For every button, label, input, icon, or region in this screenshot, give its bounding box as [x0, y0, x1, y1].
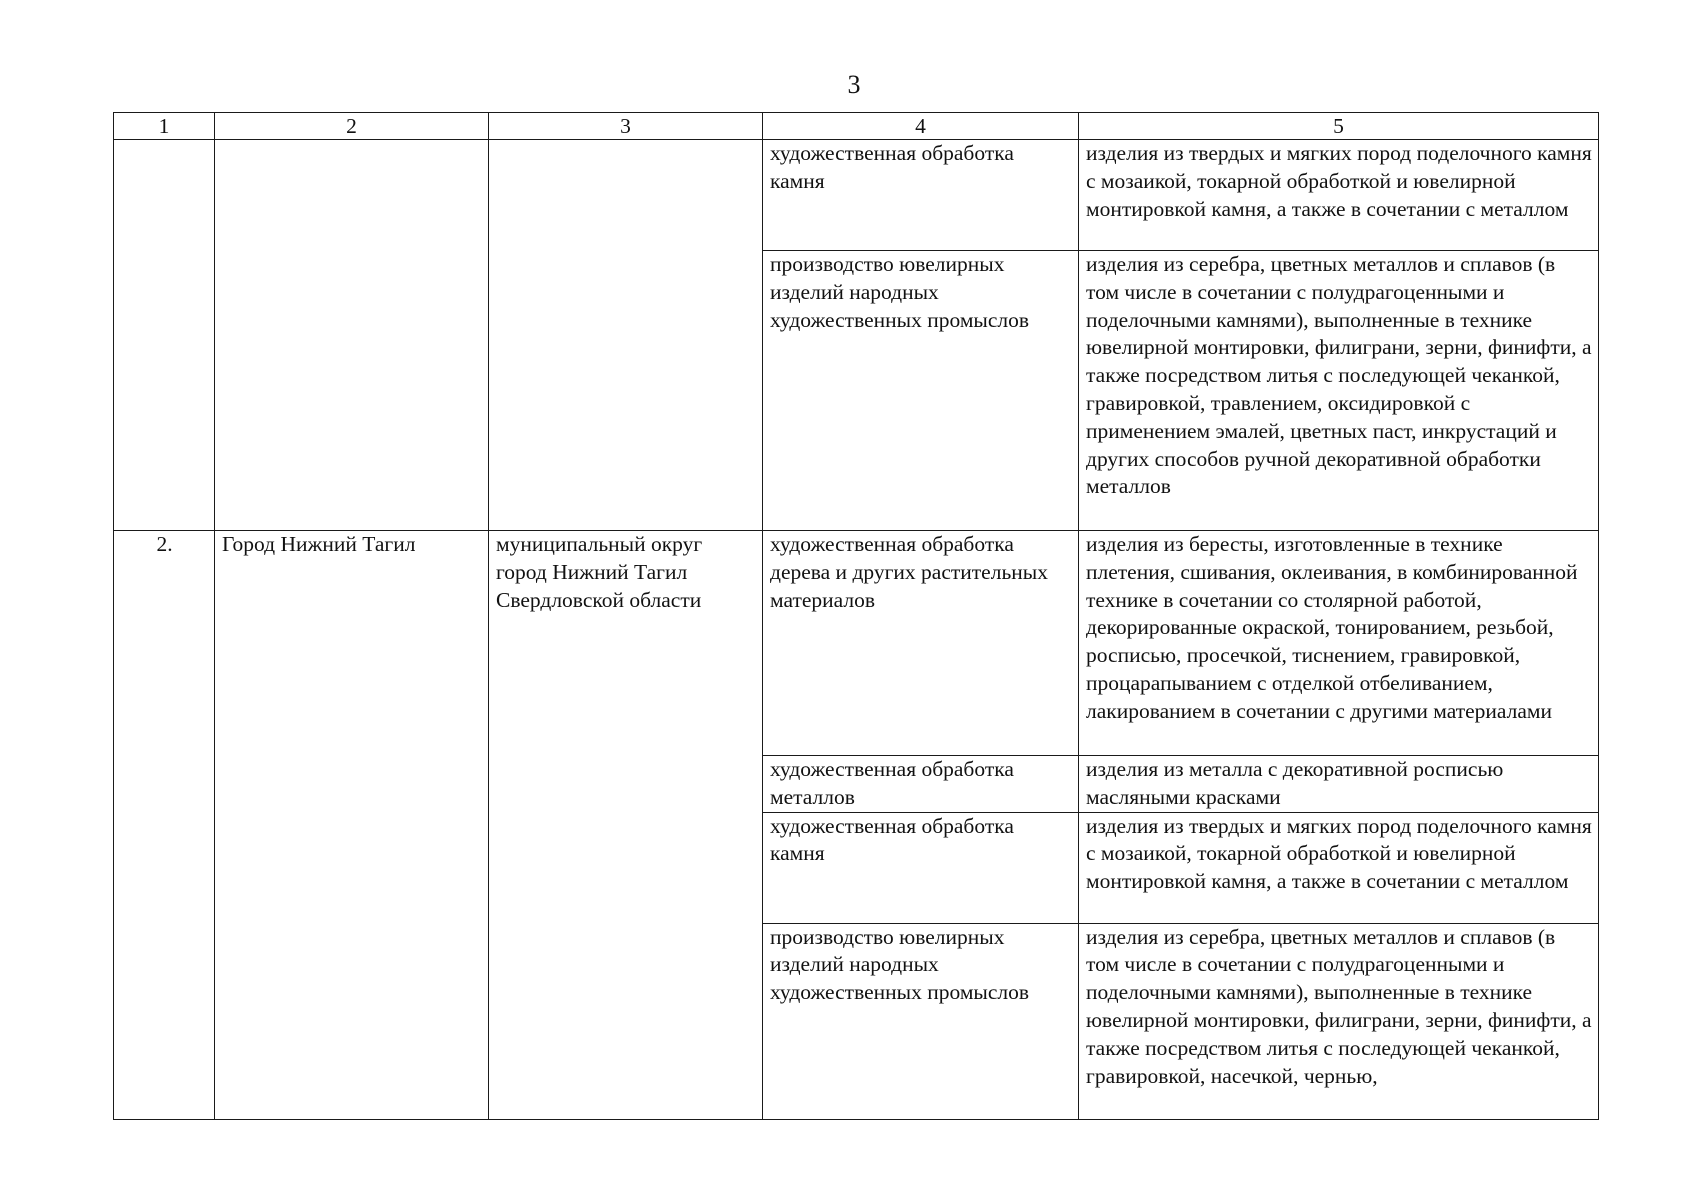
locality-cell — [215, 140, 489, 531]
products-cell: изделия из твердых и мягких пород поделочного камня с мозаикой, токарной обработкой и ювелирной монтировкой камня, а также в сочетании с металлом — [1079, 812, 1599, 923]
municipality-cell — [489, 140, 763, 531]
locality-cell: Город Нижний Тагил — [215, 531, 489, 1120]
row-number-cell — [114, 140, 215, 531]
products-cell: изделия из серебра, цветных металлов и сплавов (в том числе в сочетании с полудрагоценными и поделочными камнями), выполненные в технике ювелирной монтировки, филиграни, зерни, финифти, а также посредством литья с последующей чеканкой, гравировкой, травлением, оксидировкой с применением эмалей, цветных паст, инкрустаций и других способов ручной декоративной обработки металлов — [1079, 251, 1599, 531]
header-col-3: 3 — [489, 113, 763, 140]
products-cell: изделия из бересты, изготовленные в технике плетения, сшивания, оклеивания, в комбинированной технике в сочетании со столярной работой, декорированные окраской, тонированием, резьбой, росписью, просечкой, тиснением, гравировкой, процарапыванием с отделкой отбеливанием, лакированием в сочетании с другими материалами — [1079, 531, 1599, 756]
craft-type-cell: художественная обработка дерева и других растительных материалов — [763, 531, 1079, 756]
craft-type-cell: художественная обработка камня — [763, 812, 1079, 923]
table-row — [114, 140, 1599, 251]
row-number-cell: 2. — [114, 531, 215, 1120]
craft-type-cell: художественная обработка металлов — [763, 756, 1079, 813]
products-cell: изделия из металла с декоративной росписью масляными красками — [1079, 756, 1599, 813]
municipality-cell: муниципальный округ город Нижний Тагил Свердловской области — [489, 531, 763, 1120]
products-cell: изделия из твердых и мягких пород поделочного камня с мозаикой, токарной обработкой и ювелирной монтировкой камня, а также в сочетании с металлом — [1079, 140, 1599, 251]
products-cell: изделия из серебра, цветных металлов и сплавов (в том числе в сочетании с полудрагоценными и поделочными камнями), выполненные в технике ювелирной монтировки, филиграни, зерни, финифти, а также посредством литья с последующей чеканкой, гравировкой, насечкой, чернью, — [1079, 923, 1599, 1119]
craft-type-cell: художественная обработка камня — [763, 140, 1079, 251]
craft-type-cell: производство ювелирных изделий народных художественных промыслов — [763, 251, 1079, 531]
header-col-1: 1 — [114, 113, 215, 140]
crafts-table — [113, 112, 1599, 1120]
page-number: 3 — [847, 70, 861, 99]
header-col-5: 5 — [1079, 113, 1599, 140]
header-col-4: 4 — [763, 113, 1079, 140]
header-col-2: 2 — [215, 113, 489, 140]
header-row — [114, 113, 1599, 140]
table-row — [114, 531, 1599, 756]
craft-type-cell: производство ювелирных изделий народных художественных промыслов — [763, 923, 1079, 1119]
